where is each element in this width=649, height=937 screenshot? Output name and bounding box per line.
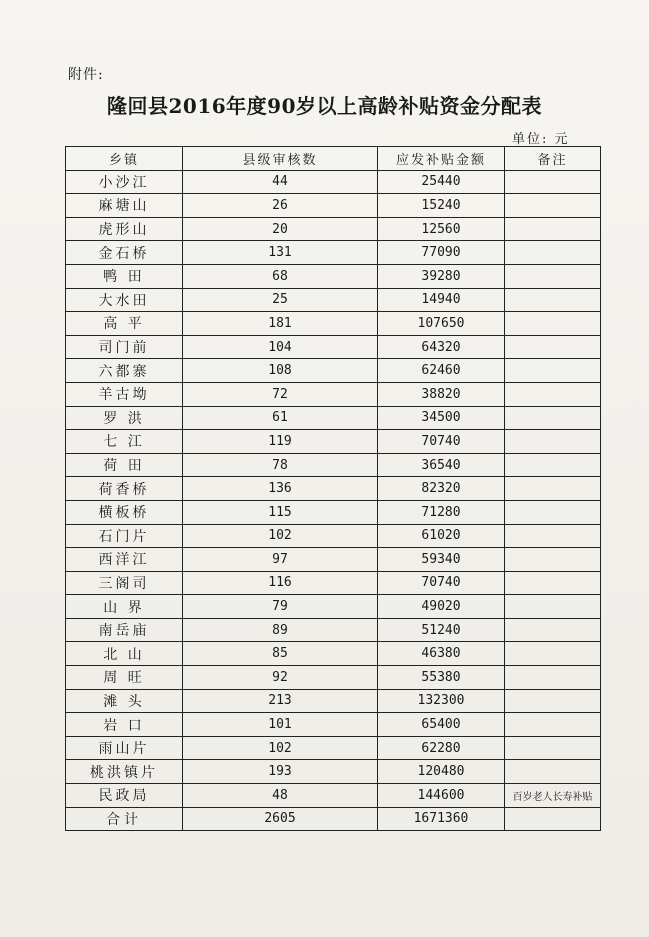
town-cell: 小沙江	[66, 170, 183, 194]
column-header-town: 乡镇	[66, 147, 183, 171]
town-cell: 羊古坳	[66, 382, 183, 406]
town-cell: 六都寨	[66, 359, 183, 383]
count-cell: 68	[183, 264, 378, 288]
note-cell	[505, 500, 601, 524]
table-row	[66, 217, 601, 241]
note-cell	[505, 453, 601, 477]
note-cell	[505, 642, 601, 666]
table-row	[66, 194, 601, 218]
town-cell: 北 山	[66, 642, 183, 666]
note-cell	[505, 595, 601, 619]
amount-cell: 12560	[378, 217, 505, 241]
amount-cell: 71280	[378, 500, 505, 524]
table-row	[66, 312, 601, 336]
count-cell: 181	[183, 312, 378, 336]
table-row	[66, 453, 601, 477]
table-row	[66, 359, 601, 383]
town-cell: 鸭 田	[66, 264, 183, 288]
table-row	[66, 406, 601, 430]
note-cell	[505, 241, 601, 265]
table-row	[66, 689, 601, 713]
amount-cell: 132300	[378, 689, 505, 713]
note-cell	[505, 382, 601, 406]
count-cell: 97	[183, 548, 378, 572]
amount-cell: 62280	[378, 736, 505, 760]
count-cell: 115	[183, 500, 378, 524]
count-cell: 26	[183, 194, 378, 218]
table-row	[66, 430, 601, 454]
count-cell: 108	[183, 359, 378, 383]
table-row	[66, 571, 601, 595]
amount-cell: 34500	[378, 406, 505, 430]
note-cell	[505, 524, 601, 548]
total-count: 2605	[183, 807, 378, 831]
amount-cell: 77090	[378, 241, 505, 265]
town-cell: 雨山片	[66, 736, 183, 760]
town-cell: 高 平	[66, 312, 183, 336]
table-row	[66, 477, 601, 501]
column-header-note: 备注	[505, 147, 601, 171]
table-row	[66, 736, 601, 760]
town-cell: 三阁司	[66, 571, 183, 595]
town-cell: 七 江	[66, 430, 183, 454]
amount-cell: 61020	[378, 524, 505, 548]
amount-cell: 64320	[378, 335, 505, 359]
amount-cell: 14940	[378, 288, 505, 312]
note-cell	[505, 571, 601, 595]
town-cell: 周 旺	[66, 666, 183, 690]
town-cell: 金石桥	[66, 241, 183, 265]
table-row	[66, 500, 601, 524]
column-header-amount: 应发补贴金额	[378, 147, 505, 171]
amount-cell: 39280	[378, 264, 505, 288]
count-cell: 72	[183, 382, 378, 406]
table-row	[66, 382, 601, 406]
table-row	[66, 713, 601, 737]
count-cell: 193	[183, 760, 378, 784]
table-row	[66, 784, 601, 808]
table-row	[66, 170, 601, 194]
count-cell: 104	[183, 335, 378, 359]
amount-cell: 46380	[378, 642, 505, 666]
note-cell	[505, 264, 601, 288]
amount-cell: 38820	[378, 382, 505, 406]
note-cell	[505, 288, 601, 312]
count-cell: 78	[183, 453, 378, 477]
count-cell: 85	[183, 642, 378, 666]
count-cell: 20	[183, 217, 378, 241]
count-cell: 136	[183, 477, 378, 501]
note-cell	[505, 666, 601, 690]
table-row	[66, 595, 601, 619]
note-cell	[505, 430, 601, 454]
count-cell: 119	[183, 430, 378, 454]
count-cell: 102	[183, 736, 378, 760]
subsidy-table	[65, 146, 601, 831]
town-cell: 大水田	[66, 288, 183, 312]
note-cell	[505, 736, 601, 760]
count-cell: 102	[183, 524, 378, 548]
note-cell	[505, 760, 601, 784]
amount-cell: 144600	[378, 784, 505, 808]
total-amount: 1671360	[378, 807, 505, 831]
note-cell: 百岁老人长寿补贴	[505, 784, 601, 808]
table-row	[66, 642, 601, 666]
note-cell	[505, 406, 601, 430]
table-row	[66, 548, 601, 572]
table-row	[66, 760, 601, 784]
column-header-count: 县级审核数	[183, 147, 378, 171]
amount-cell: 36540	[378, 453, 505, 477]
count-cell: 213	[183, 689, 378, 713]
note-cell	[505, 618, 601, 642]
count-cell: 101	[183, 713, 378, 737]
note-cell	[505, 548, 601, 572]
note-cell	[505, 170, 601, 194]
amount-cell: 70740	[378, 571, 505, 595]
note-cell	[505, 689, 601, 713]
count-cell: 61	[183, 406, 378, 430]
amount-cell: 25440	[378, 170, 505, 194]
note-cell	[505, 194, 601, 218]
town-cell: 滩 头	[66, 689, 183, 713]
note-cell	[505, 477, 601, 501]
amount-cell: 120480	[378, 760, 505, 784]
table-body	[66, 170, 601, 807]
amount-cell: 62460	[378, 359, 505, 383]
amount-cell: 107650	[378, 312, 505, 336]
count-cell: 44	[183, 170, 378, 194]
amount-cell: 70740	[378, 430, 505, 454]
town-cell: 石门片	[66, 524, 183, 548]
note-cell	[505, 359, 601, 383]
table-header-row	[66, 147, 601, 171]
total-row	[66, 807, 601, 831]
town-cell: 荷 田	[66, 453, 183, 477]
total-label: 合计	[66, 807, 183, 831]
count-cell: 25	[183, 288, 378, 312]
table-row	[66, 666, 601, 690]
count-cell: 92	[183, 666, 378, 690]
table-row	[66, 618, 601, 642]
count-cell: 48	[183, 784, 378, 808]
unit-label: 单位: 元	[512, 132, 570, 147]
amount-cell: 55380	[378, 666, 505, 690]
amount-cell: 82320	[378, 477, 505, 501]
town-cell: 司门前	[66, 335, 183, 359]
town-cell: 荷香桥	[66, 477, 183, 501]
note-cell	[505, 335, 601, 359]
note-cell	[505, 713, 601, 737]
document-title: 隆回县2016年度90岁以上高龄补贴资金分配表	[107, 94, 542, 118]
town-cell: 南岳庙	[66, 618, 183, 642]
table-row	[66, 288, 601, 312]
note-cell	[505, 312, 601, 336]
town-cell: 桃洪镇片	[66, 760, 183, 784]
amount-cell: 49020	[378, 595, 505, 619]
count-cell: 79	[183, 595, 378, 619]
table-row	[66, 241, 601, 265]
note-cell	[505, 217, 601, 241]
town-cell: 山 界	[66, 595, 183, 619]
table-row	[66, 335, 601, 359]
town-cell: 横板桥	[66, 500, 183, 524]
count-cell: 131	[183, 241, 378, 265]
count-cell: 116	[183, 571, 378, 595]
town-cell: 虎形山	[66, 217, 183, 241]
town-cell: 麻塘山	[66, 194, 183, 218]
town-cell: 罗 洪	[66, 406, 183, 430]
attachment-label: 附件:	[68, 67, 104, 83]
amount-cell: 65400	[378, 713, 505, 737]
count-cell: 89	[183, 618, 378, 642]
town-cell: 岩 口	[66, 713, 183, 737]
town-cell: 民政局	[66, 784, 183, 808]
amount-cell: 15240	[378, 194, 505, 218]
table-row	[66, 264, 601, 288]
table-row	[66, 524, 601, 548]
town-cell: 西洋江	[66, 548, 183, 572]
amount-cell: 51240	[378, 618, 505, 642]
total-note	[505, 807, 601, 831]
amount-cell: 59340	[378, 548, 505, 572]
